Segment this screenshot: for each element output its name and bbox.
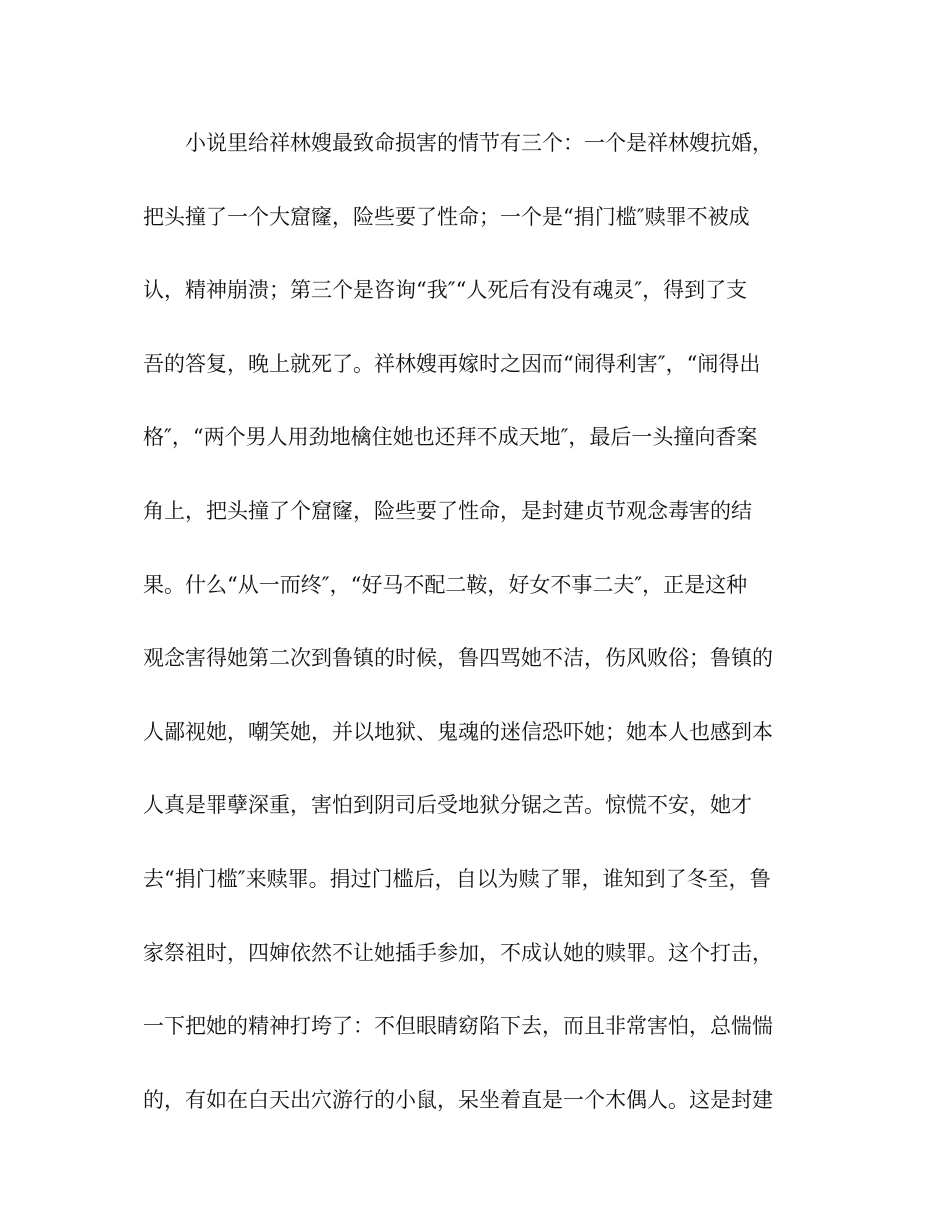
text-line: 的，有如在白天出穴游行的小鼠，呆坐着直是一个木偶人。这是封建 [143, 1087, 773, 1112]
text-line: 角上，把头撞了个窟窿，险些要了性命，是封建贞节观念毒害的结 [143, 498, 752, 523]
text-line: 格″，“两个男人用劲地檎住她也还拜不成天地″，最后一头撞向香案 [143, 425, 758, 450]
text-line: 人真是罪孽深重，害怕到阴司后受地狱分锯之苦。惊慌不安，她才 [143, 793, 752, 818]
text-line: 家祭祖时，四婶依然不让她插手参加，不成认她的赎罪。这个打击， [143, 940, 773, 965]
text-line: 一下把她的精神打垮了：不但眼睛窈陷下去，而且非常害怕，总惴惴 [143, 1014, 773, 1039]
text-line: 认，精神崩溃；第三个是咨询“我″“人死后有没有魂灵″，得到了支 [143, 278, 748, 303]
text-line: 果。什么“从一而终″，“好马不配二鞍，好女不事二夫″，正是这种 [143, 572, 748, 597]
text-line: 把头撞了一个大窟窿，险些要了性命；一个是“捐门槛″赎罪不被成 [143, 204, 750, 229]
text-line: 小说里给祥林嫂最致命损害的情节有三个：一个是祥林嫂抗婚， [185, 131, 773, 155]
text-line: 人鄙视她，嘲笑她，并以地狱、鬼魂的迷信恐吓她；她本人也感到本 [143, 719, 773, 744]
body-paragraph [143, 125, 823, 1155]
text-line: 去“捐门槛″来赎罪。捐过门槛后，自以为赎了罪，谁知到了冬至，鲁 [143, 866, 771, 891]
text-line: 观念害得她第二次到鲁镇的时候，鲁四骂她不洁，伤风败俗；鲁镇的 [143, 646, 773, 671]
text-line: 吾的答复，晚上就死了。祥林嫂再嫁时之因而“闹得利害″，“闹得出 [143, 351, 761, 376]
